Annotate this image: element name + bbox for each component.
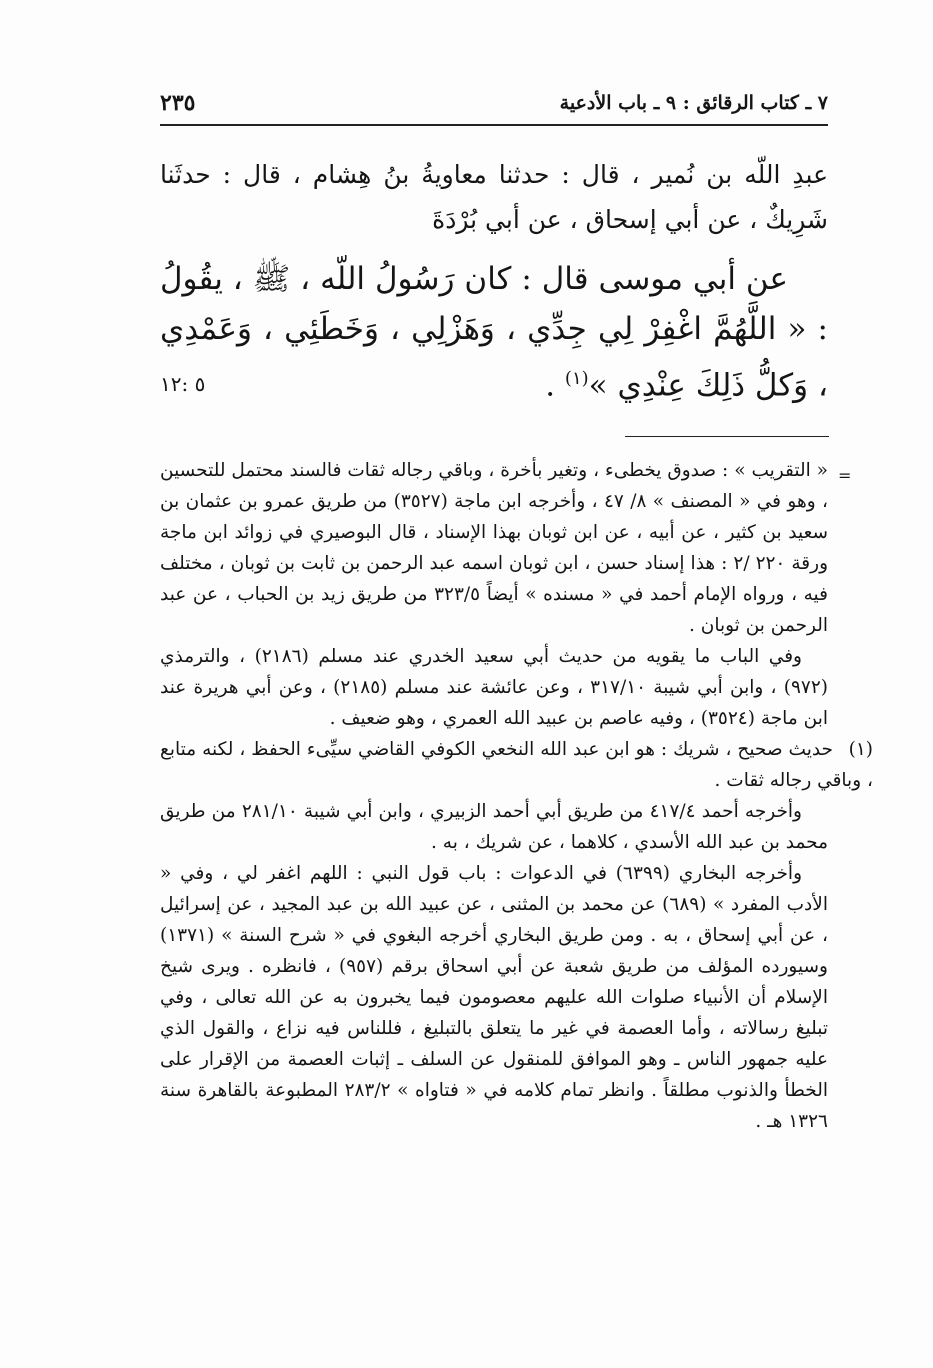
hadith-body: عن أبي موسى قال : كان رَسُولُ اللّه ، ﷺ ، يقُولُ : « اللَّهُمَّ اغْفِرْ لِي جِدِّي ، وَهَزْلِي ، وَخَطَئِي ، وَعَمْدِي ، وَكلُّ ذَلِكَ عِنْدِي »	[160, 261, 828, 404]
footnote-continued-paragraph: « التقريب » : صدوق يخطىء ، وتغير بأخرة ، وباقي رجاله ثقات فالسند محتمل للتحسين ، وهو في « المصنف » ٨/ ٤٧ ، وأخرجه ابن ماجة (٣٥٢٧) من طريق عمرو بن عثمان بن سعيد بن كثير ، عن أبيه ، عن ابن ثوبان بهذا الإسناد ، قال البوصيري في زوائد ابن ماجة ورقة ٢٢٠ /٢ : هذا إسناد حسن ، ابن ثوبان اسمه عبد الرحمن بن ثابت بن ثوبان ، مختلف فيه ، ورواه الإمام أحمد في « مسنده » أيضاً ٣٢٣/٥ من طريق زيد بن الحباب ، عن عبد الرحمن بن ثوبان .	[160, 460, 828, 636]
main-text	[160, 152, 828, 410]
cross-reference: ٥ :١٢	[160, 372, 206, 396]
page-number: ٢٣٥	[160, 90, 196, 116]
page-header	[160, 88, 828, 126]
footnote-1-text: حديث صحيح ، شريك : هو ابن عبد الله النخعي الكوفي القاضي سيِّىء الحفظ ، لكنه متابع ، وباقي رجاله ثقات .	[160, 739, 873, 791]
footnote-paragraph: وأخرجه أحمد ٤١٧/٤ من طريق أبي أحمد الزبيري ، وابن أبي شيبة ٢٨١/١٠ من طريق محمد بن عبد الله الأسدي ، كلاهما ، عن شريك ، به .	[160, 801, 828, 853]
footnote-marker: (١)	[564, 368, 589, 389]
running-title: ٧ ـ كتاب الرقائق : ٩ ـ باب الأدعية	[559, 92, 828, 114]
isnad-text: عبدِ اللّه بن نُمير ، قال : حدثنا معاويةُ بنُ هِشام ، قال : حدثَنا شَرِيكٌ ، عن أبي إسحاق ، عن أبي بُرْدَةَ	[160, 160, 828, 234]
footnote-1	[160, 734, 873, 796]
hadith-end: .	[545, 367, 565, 404]
footnote-paragraph: وأخرجه البخاري (٦٣٩٩) في الدعوات : باب قول النبي : اللهم اغفر لي ، وفي « الأدب المفرد » (٦٨٩) عن محمد بن المثنى ، عن عبيد الله بن عبد المجيد ، عن إسرائيل ، عن أبي إسحاق ، به . ومن طريق البخاري أخرجه البغوي في « شرح السنة » (١٣٧١) وسيورده المؤلف من طريق شعبة عن أبي اسحاق برقم (٩٥٧) ، فانظره . ويرى شيخ الإسلام أن الأنبياء صلوات الله عليهم معصومون فيما يخبرون به عن الله تعالى ، وفي تبليغ رسالاته ، وأما العصمة في غير ما يتعلق بالتبليغ ، فللناس فيه نزاع ، والقول الذي عليه جمهور الناس ـ وهو الموافق للمنقول عن السلف ـ إثبات العصمة من الإقرار على الخطأ والذنوب مطلقاً . وانظر تمام كلامه في « فتاواه » ٢٨٣/٢ المطبوعة بالقاهرة سنة ١٣٢٦ هـ .	[160, 863, 828, 1132]
footnotes	[160, 455, 873, 1137]
footnote-rule	[625, 436, 829, 437]
continuation-mark: =	[838, 466, 852, 485]
footnote-paragraph: وفي الباب ما يقويه من حديث أبي سعيد الخدري عند مسلم (٢١٨٦) ، والترمذي (٩٧٢) ، وابن أبي شيبة ٣١٧/١٠ ، وعن عائشة عند مسلم (٢١٨٥) ، وعن أبي هريرة عند ابن ماجة (٣٥٢٤) ، وفيه عاصم بن عبيد الله العمري ، وهو ضعيف .	[160, 646, 828, 729]
footnote-number: (١)	[848, 739, 873, 760]
hadith-text	[160, 254, 828, 410]
